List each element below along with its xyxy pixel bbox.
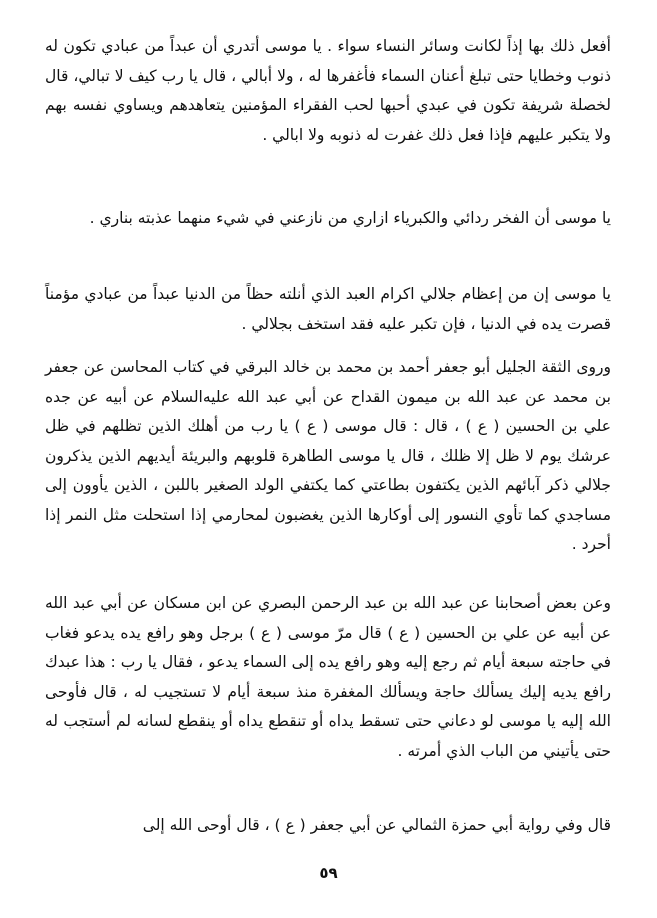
paragraph-6: قال وفي رواية أبي حمزة الثمالي عن أبي جعفر ( ع ) ، قال أوحى الله إلى — [142, 816, 611, 834]
paragraph-1: أفعل ذلك بها إذاً لكانت وسائر النساء سواء . يا موسى أتدري أن عبداً من عبادي تكون له ذنوب وخطايا حتى تبلغ أعنان السماء فأغفرها له ، ولا أبالي ، قال يا رب كيف لا تبالي، قال لخصلة شريفة تكون في عبدي أحبها لحب الفقراء المؤمنين يتعاهدهم ويساوي نفسه بهم ولا يتكبر عليهم فإذا فعل ذلك غفرت له ذنوبه ولا ابالي . — [45, 37, 611, 144]
page-number: ٥٩ — [319, 864, 338, 882]
paragraph-5: وعن بعض أصحابنا عن عبد الله بن عبد الرحمن البصري عن ابن مسكان عن أبي عبد الله عن أبيه عن علي بن الحسين ( ع ) قال مرّ موسى ( ع ) برجل وهو رافع يده يدعو فغاب في حاجته سبعة أيام ثم رجع إليه وهو رافع يده إلى السماء يدعو ، فقال يا رب : هذا عبدك رافع يديه إليك يسألك حاجة ويسألك المغفرة منذ سبعة أيام لا تستجيب له ، قال فأوحى الله إليه يا موسى لو دعاني حتى تسقط يداه أو تنقطع يداه أو ينقطع لسانه لم أستجب له حتى يأتيني من الباب الذي أمرته . — [45, 594, 611, 760]
paragraph-2: يا موسى أن الفخر ردائي والكبرياء ازاري من نازعني في شيء منهما عذبته بناري . — [89, 209, 611, 227]
paragraph-4: وروى الثقة الجليل أبو جعفر أحمد بن محمد بن خالد البرقي في كتاب المحاسن عن جعفر بن محمد عن عبد الله بن ميمون القداح عن أبي عبد الله عليه‌السلام عن أبيه عن جده علي بن الحسين ( ع ) ، قال : قال موسى ( ع ) يا رب من أهلك الذين تظلهم في ظل عرشك يوم لا ظل إلا ظلك ، قال يا موسى الطاهرة قلوبهم والبريئة أيديهم الذين يذكرون جلالي ذكر آبائهم الذين يكتفون بطاعتي كما يكتفي الولد الصغير باللبن ، الذين يأوون إلى مساجدي كما تأوي النسور إلى أوكارها الذين يغضبون لمحارمي إذا استحلت مثل النمر إذا أحرد . — [45, 358, 611, 553]
paragraph-3: يا موسى إن من إعظام جلالي اكرام العبد الذي أنلته حظاً من الدنيا عبداً من عبادي مؤمناً قصرت يده في الدنيا ، فإن تكبر عليه فقد استخف بجلالي . — [45, 285, 611, 333]
